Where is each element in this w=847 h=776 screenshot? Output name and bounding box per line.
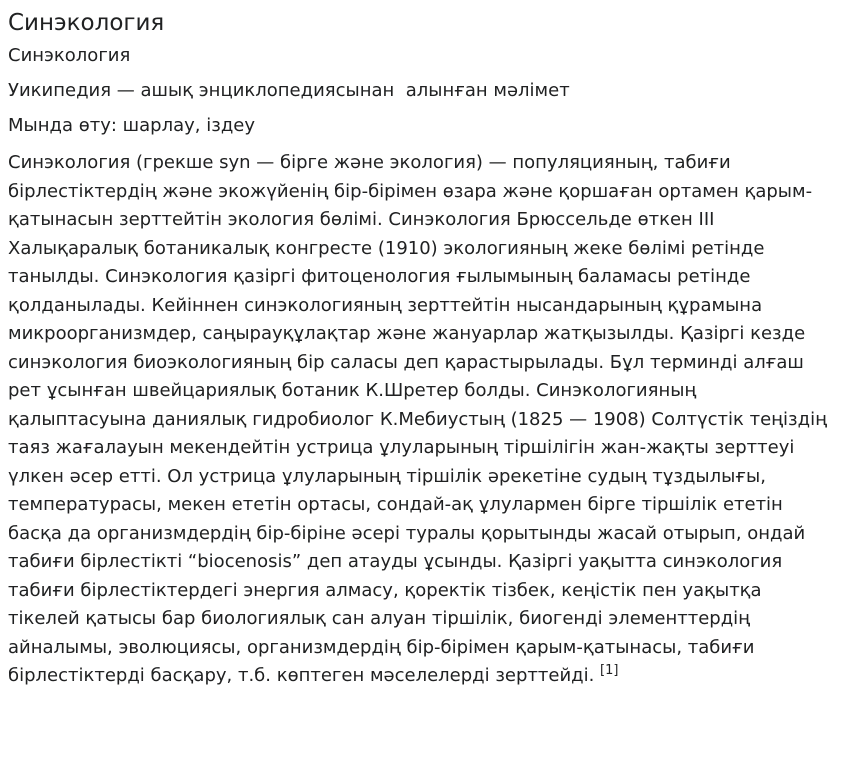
page-subtitle: Синэкология xyxy=(8,45,131,66)
article-body-text: Синэкология (грекше syn — бірге және экология) — популяцияның, табиғи бірлестіктердің және экожүйенің бір-бірімен өзара және қоршаған ортамен қарым-қатынасын зерттейтін экология бөлімі. Синэкология Брюссельде өткен ІІІ Халықаралық ботаникалық конгресте (1910) экологияның жеке бөлімі ретінде танылды. Синэкология қазіргі фитоценология ғылымының баламасы ретінде қолданылады. Кейіннен синэкологияның зерттейтін нысандарының құрамына микроорганизмдер, саңырауқұлақтар және жануарлар жатқызылды. Қазіргі кезде синэкология биоэкологияның бір саласы деп қарастырылады. Бұл терминді алғаш рет ұсынған швейцариялық ботаник К.Шретер болды. Синэкологияның қалыптасуына даниялық гидробиолог К.Мебиустың (1825 — 1908) Солтүстік теңіздің таяз жағалауын мекендейтін устрица ұлуларының тіршілігін жан-жақты зерттеуі үлкен әсер етті. Ол устрица ұлуларының тіршілік әрекетіне судың тұздылығы, температурасы, мекен ететін ортасы, сондай-ақ ұлулармен бірге тіршілік ететін басқа да организмдердің бір-біріне әсері туралы қорытынды жасай отырып, ондай табиғи бірлестікті “biocenosis” деп атауды ұсынды. Қазіргі уақытта синэкология табиғи бірлестіктердегі энергия алмасу, қоректік тізбек, кеңістік пен уақытқа тікелей қатысы бар биологиялық сан алуан тіршілік, биогенді элементтердің айналымы, эволюциясы, организмдердің бір-бірімен қарым-қатынасы, табиғи бірлестіктерді басқару, т.б. көптеген мәселелерді зерттейді. xyxy=(8,152,827,686)
jump-to-nav xyxy=(8,114,839,138)
search-link[interactable]: іздеу xyxy=(206,115,256,136)
article-body xyxy=(8,149,839,691)
navigation-link[interactable]: шарлау xyxy=(122,115,195,136)
source-line: Уикипедия — ашық энциклопедиясынан алынған мәлімет xyxy=(8,80,570,101)
nav-separator: , xyxy=(194,115,201,136)
page-title: Синэкология xyxy=(8,10,165,36)
reference-link[interactable]: [1] xyxy=(600,663,619,678)
jump-to-label: Мында өту: xyxy=(8,115,117,136)
